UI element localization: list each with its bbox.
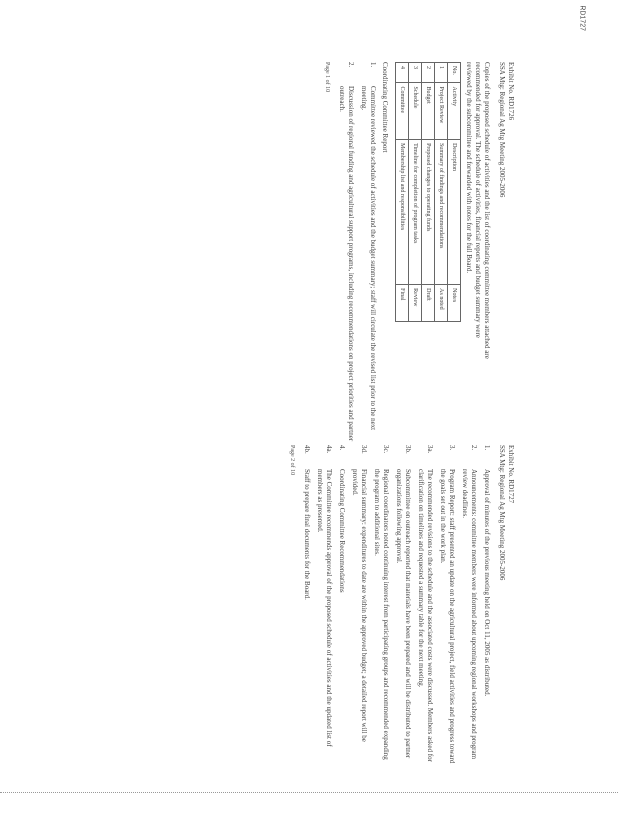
section-title: Coordinating Committee Report	[381, 62, 389, 153]
table-cell: Description	[448, 140, 461, 285]
paragraph	[302, 445, 311, 765]
lower-page-header	[497, 445, 515, 825]
table-cell: Budget	[422, 83, 435, 140]
paragraph-text: Approval of minutes of the previous meeting held on Oct 11, 2005 as distributed.	[483, 469, 491, 697]
table-row	[448, 63, 461, 322]
table-cell: Timeline for completion of program tasks	[409, 140, 422, 285]
paragraph-number: 4.	[338, 445, 346, 451]
table-cell: 2	[422, 63, 435, 83]
table-row	[422, 63, 435, 322]
paragraph-text: Subcommittee on outreach reported that materials have been prepared and will be distributed to partner organizations following approval.	[395, 469, 412, 759]
paragraph	[482, 445, 491, 765]
list-item	[359, 62, 377, 442]
table-cell: Project Review	[435, 83, 448, 140]
paragraph	[394, 445, 412, 765]
paragraph-text: Program Report: staff presented an update on the agricultural project, field activities and progress toward the goals set out in the work plan.	[439, 469, 456, 764]
upper-page-header	[497, 62, 515, 442]
paragraph-number: 1.	[483, 445, 491, 451]
table-cell: Activity	[448, 83, 461, 140]
paragraph-number: 4a.	[325, 445, 333, 454]
table-cell: Notes	[448, 285, 461, 322]
table-cell: Proposed changes to operating funds	[422, 140, 435, 285]
paragraph-number: 2.	[470, 445, 478, 451]
paragraph-number: 4b.	[303, 445, 311, 454]
paragraph-list	[302, 445, 491, 765]
table-cell: 1	[435, 63, 448, 83]
table-row	[435, 63, 448, 322]
table-cell: 4	[396, 63, 409, 83]
table-cell: As noted	[435, 285, 448, 322]
paragraph-number: 3b.	[404, 445, 412, 454]
paragraph-text: Announcements: committee members were informed about upcoming regional workshops and program review deadlines.	[461, 469, 478, 760]
header-line: Exhibit No. RD1726	[507, 62, 515, 121]
table-cell: Schedule	[409, 83, 422, 140]
paragraph-text: Staff to prepare final documents for the Board.	[303, 469, 311, 600]
paragraph	[416, 445, 434, 765]
table-cell: Membership list and responsibilities	[396, 140, 409, 285]
paragraph-text: The Committee recommends approval of the proposed schedule of activities and the updated list of members as presented.	[316, 469, 333, 747]
header-line: SSA Mtg: Regional Ag Mtg Meeting 2005-2006	[498, 445, 506, 581]
paragraph-text: Financial summary: expenditures to date are within the approved budget; a detailed report will be provided.	[351, 469, 368, 742]
paragraph	[460, 445, 478, 765]
scan-edge-line	[0, 792, 618, 793]
lower-page	[287, 445, 515, 825]
paragraph	[372, 445, 390, 765]
paragraph	[337, 445, 346, 765]
paragraph	[315, 445, 333, 765]
paragraph-number: 3a.	[426, 445, 434, 454]
paragraph-number: 3d.	[360, 445, 368, 454]
table-cell: 3	[409, 63, 422, 83]
table-cell: No.	[448, 63, 461, 83]
item-number: 1.	[369, 62, 377, 68]
upper-page	[322, 62, 515, 442]
header-line: Exhibit No. RD1727	[507, 445, 515, 504]
page-number: Page 2 of 10	[289, 445, 295, 476]
paragraph-text: Regional coordinators noted continuing interest from participating groups and recommended expanding the program to additional sites.	[373, 469, 390, 760]
table-row	[396, 63, 409, 322]
schedule-table	[395, 62, 461, 322]
intro-paragraph: Copies of the proposed schedule of activities and the list of coordinating committee members attached are recommended for approval. The schedule of activities, financial reports and budget summary were reviewed by the subcommittee and forwarded with notes for the full Board.	[465, 62, 491, 359]
page-number: Page 1 of 10	[324, 62, 330, 93]
item-number: 2.	[347, 62, 355, 68]
table-row	[409, 63, 422, 322]
table-cell: Draft	[422, 285, 435, 322]
table-cell: Review	[409, 285, 422, 322]
paragraph	[438, 445, 456, 765]
table-cell: Summary of findings and recommendations	[435, 140, 448, 285]
paragraph	[350, 445, 368, 765]
table-cell: Committee	[396, 83, 409, 140]
table-cell: Final	[396, 285, 409, 322]
item-text: Committee reviewed the schedule of activities and the budget summary; staff will circulate the revised list prior to the next meeting.	[360, 86, 377, 431]
item-list	[337, 62, 377, 442]
item-text: Discussion of regional funding and agricultural support programs, including recommendations on project priorities and partner outreach.	[338, 86, 355, 442]
paragraph-number: 3c.	[382, 445, 390, 454]
paragraph-text: The recommended revisions to the schedule and the associated costs were discussed. Members asked for clarification on timelines and requested a summary table for the next meeting.	[417, 469, 434, 762]
paragraph-text: Coordinating Committee Recommendations	[338, 469, 346, 593]
paragraph-number: 3.	[448, 445, 456, 451]
document-code: RD1727	[579, 5, 586, 31]
list-item	[337, 62, 355, 442]
header-line: SSA Mtg: Regional Ag Mtg Meeting 2005-2006	[498, 62, 506, 198]
